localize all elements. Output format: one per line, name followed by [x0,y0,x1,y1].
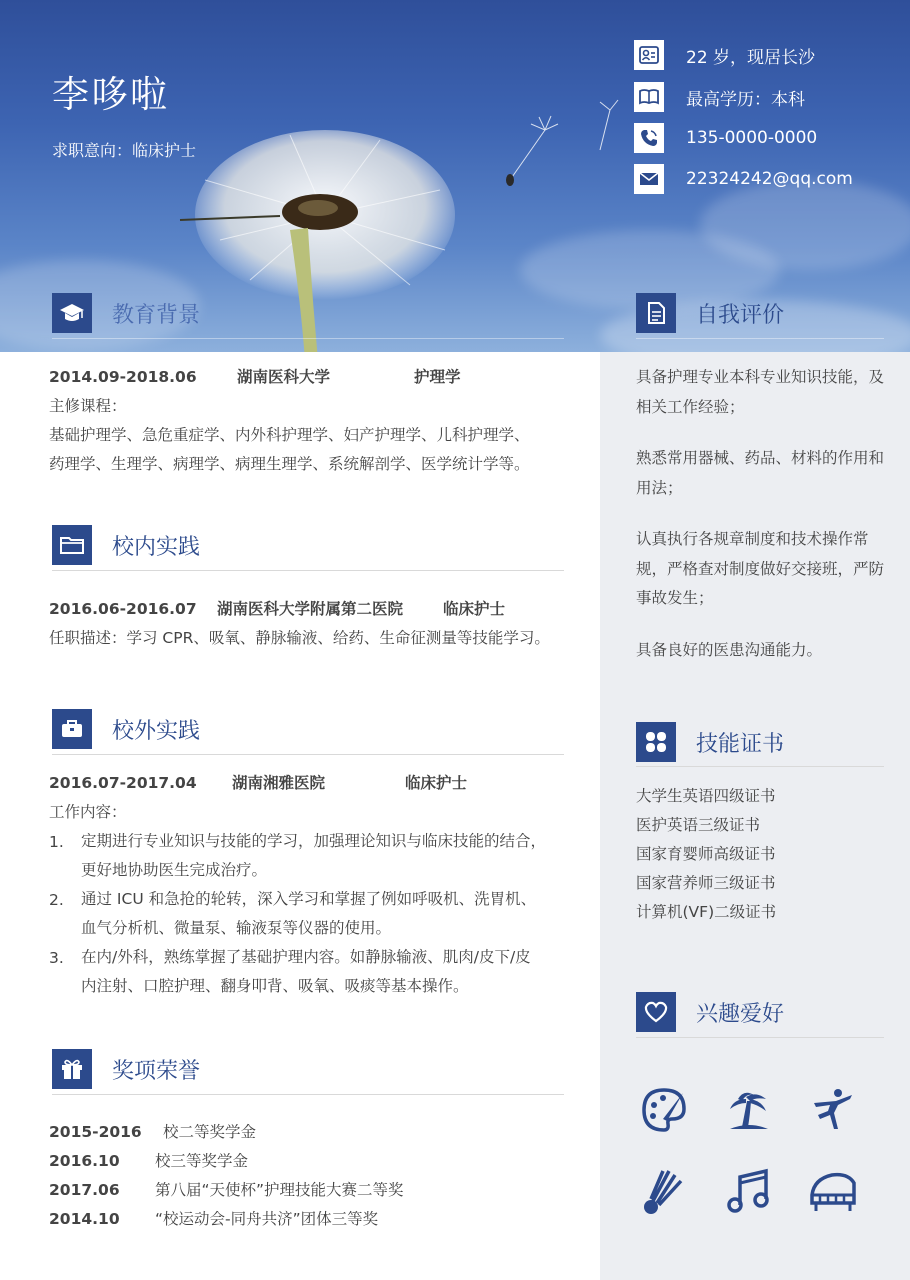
list-number: 2. [49,891,64,909]
self-eval-section-header [636,292,784,334]
skill-item: 国家营养师三级证书 [636,874,776,892]
self-eval-paragraph: 认真执行各规章制度和技术操作常规，严格查对制度做好交接班，严防事故发生； [636,530,885,607]
contact-text: 22324242@qq.com [686,169,853,189]
section-title: 教育背景 [112,302,201,328]
award-year: 2016.10 [49,1152,120,1170]
section-title: 兴趣爱好 [696,1001,785,1027]
section-title: 自我评价 [696,302,785,328]
external-period: 2016.07-2017.04 [49,774,197,792]
campus-org: 湖南医科大学附属第二医院 [217,600,404,618]
section-title: 校外实践 [112,718,201,744]
divider [52,1094,564,1095]
seeds-image [500,20,620,200]
list-item: 在内/外科，熟练掌握了基础护理内容。如静脉输液、肌肉/皮下/皮 内注射、口腔护理、翻身叩背、吸氧、吸痰等基本操作。 [81,948,531,995]
external-section-header [52,708,200,750]
courses-line: 药理学、生理学、病理学、病理生理学、系统解剖学、医学统计学等。 [49,455,530,473]
dancer-icon [808,1085,858,1135]
list-number: 3. [49,949,64,967]
section-title: 技能证书 [696,731,785,757]
content-label: 工作内容： [49,803,127,821]
skill-item: 医护英语三级证书 [636,816,761,834]
award-name: 校二等奖学金 [163,1123,257,1141]
briefcase-icon [52,709,92,749]
book-icon [634,82,664,112]
palm-tree-icon [724,1085,774,1135]
award-name: 校三等奖学金 [155,1152,249,1170]
award-year: 2017.06 [49,1181,120,1199]
divider [52,338,564,339]
graduation-cap-icon [52,293,92,333]
music-note-icon [724,1167,774,1217]
award-name: 第八届“天使杯”护理技能大赛二等奖 [155,1181,404,1199]
awards-section-header [52,1048,200,1090]
courses-label: 主修课程： [49,397,127,415]
contact-email[interactable] [634,164,853,194]
campus-role: 临床护士 [443,600,506,618]
award-year: 2014.10 [49,1210,120,1228]
divider [636,766,884,767]
divider [52,570,564,571]
heart-icon [636,992,676,1032]
contact-education [634,82,805,112]
piano-icon [808,1167,858,1217]
skill-item: 大学生英语四级证书 [636,787,776,805]
campus-section-header [52,524,200,566]
contact-text: 22 岁，现居长沙 [686,47,816,68]
section-title: 校内实践 [112,534,201,560]
list-item: 定期进行专业知识与技能的学习，加强理论知识与临床技能的结合， 更好地协助医生完成治疗。 [81,832,547,879]
skills-section-header [636,721,784,763]
divider [636,338,884,339]
contact-text: 135-0000-0000 [686,128,818,148]
courses-line: 基础护理学、急危重症学、内外科护理学、妇产护理学、儿科护理学、 [49,426,530,444]
gift-icon [52,1049,92,1089]
award-year: 2015-2016 [49,1123,142,1141]
external-role: 临床护士 [405,774,468,792]
self-eval-paragraph: 具备良好的医患沟通能力。 [636,641,823,659]
education-school: 湖南医科大学 [237,368,331,386]
self-eval-paragraph: 熟悉常用器械、药品、材料的作用和用法； [636,449,885,497]
job-intent: 求职意向：临床护士 [52,141,197,160]
badminton-icon [639,1167,689,1217]
divider [52,754,564,755]
education-period: 2014.09-2018.06 [49,368,197,386]
campus-desc: 任职描述：学习 CPR、吸氧、静脉输液、给药、生命征测量等技能学习。 [49,629,550,647]
education-major: 护理学 [414,368,461,386]
contact-age-location [634,40,815,70]
folder-icon [52,525,92,565]
divider [636,1037,884,1038]
contact-text: 最高学历：本科 [686,89,805,110]
education-section-header [52,292,200,334]
section-title: 奖项荣誉 [112,1058,201,1084]
campus-period: 2016.06-2016.07 [49,600,197,618]
mail-icon [634,164,664,194]
award-name: “校运动会-同舟共济”团体三等奖 [155,1210,379,1228]
self-eval-paragraph: 具备护理专业本科专业知识技能，及相关工作经验； [636,368,885,416]
list-item: 通过 ICU 和急抢的轮转，深入学习和掌握了例如呼吸机、洗胃机、 血气分析机、微量泵、输液泵等仪器的使用。 [81,890,537,937]
external-org: 湖南湘雅医院 [232,774,326,792]
skill-item: 计算机(VF)二级证书 [636,903,777,921]
list-number: 1. [49,833,64,851]
skill-item: 国家育婴师高级证书 [636,845,776,863]
hobbies-section-header [636,991,784,1033]
four-squares-icon [636,722,676,762]
candidate-name: 李哆啦 [52,73,169,116]
contact-phone[interactable] [634,123,817,153]
document-icon [636,293,676,333]
phone-icon [634,123,664,153]
palette-icon [639,1085,689,1135]
person-card-icon [634,40,664,70]
